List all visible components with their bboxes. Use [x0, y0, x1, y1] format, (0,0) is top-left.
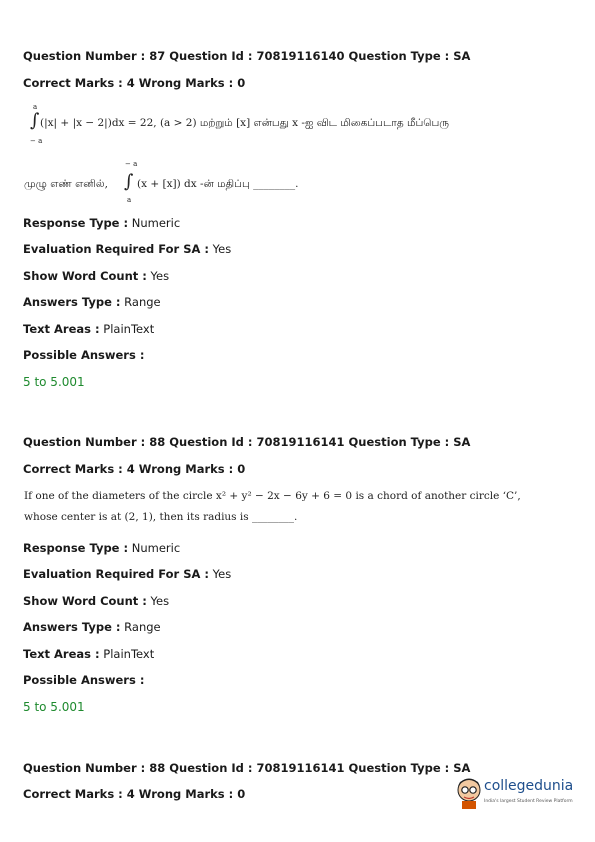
q88-text-line2: whose center is at (2, 1), then its radius is ________. [24, 511, 298, 523]
q88-text-line1: If one of the diameters of the circle x² + y² − 2x − 6y + 6 = 0 is a chord of another circle ‘C’, [24, 490, 521, 502]
q88-possible-answer: 5 to 5.001 [23, 700, 85, 714]
q88-evaluation: Evaluation Required For SA : Yes [23, 567, 232, 581]
q88-answers-type: Answers Type : Range [23, 620, 161, 634]
q87-integral2-lower: a [127, 196, 132, 204]
q88-marks: Correct Marks : 4 Wrong Marks : 0 [23, 462, 246, 476]
q87-marks: Correct Marks : 4 Wrong Marks : 0 [23, 76, 246, 90]
q88-response-type: Response Type : Numeric [23, 541, 181, 555]
q87-text-areas: Text Areas : PlainText [23, 322, 155, 336]
q87-possible-answer: 5 to 5.001 [23, 375, 85, 389]
q87-integral2-upper: − a [125, 160, 138, 168]
q87-integral1-upper: a [33, 103, 38, 111]
logo-tagline: India's largest Student Review Platform [484, 799, 573, 804]
q87-integral2-sign: ∫ [124, 171, 134, 192]
q88-text-areas: Text Areas : PlainText [23, 647, 155, 661]
q88-header: Question Number : 88 Question Id : 70819116141 Question Type : SA [23, 435, 471, 449]
q87-possible-label: Possible Answers : [23, 348, 145, 362]
q88b-header: Question Number : 88 Question Id : 70819116141 Question Type : SA [23, 761, 471, 775]
logo-wordmark: collegedunia [484, 778, 574, 794]
q88-possible-label: Possible Answers : [23, 673, 145, 687]
q87-header: Question Number : 87 Question Id : 70819116140 Question Type : SA [23, 49, 471, 63]
q87-integral1-sign: ∫ [30, 110, 40, 131]
q87-evaluation: Evaluation Required For SA : Yes [23, 242, 232, 256]
q88b-marks: Correct Marks : 4 Wrong Marks : 0 [23, 787, 246, 801]
q87-word-count: Show Word Count : Yes [23, 269, 170, 283]
q87-response-type: Response Type : Numeric [23, 216, 181, 230]
q87-integral1-lower: − a [30, 137, 43, 145]
q87-text-line2-prefix: முழு எண் எனில், [24, 178, 108, 190]
q87-text-line2: (x + [x]) dx -ன் மதிப்பு ________. [137, 178, 299, 190]
q87-text-line1: (|x| + |x − 2|)dx = 22, (a > 2) மற்றும் [x] என்பது x -ஐ விட மிகைப்படாத மீப்பெரு [40, 117, 450, 129]
q87-answers-type: Answers Type : Range [23, 295, 161, 309]
q88-word-count: Show Word Count : Yes [23, 594, 170, 608]
